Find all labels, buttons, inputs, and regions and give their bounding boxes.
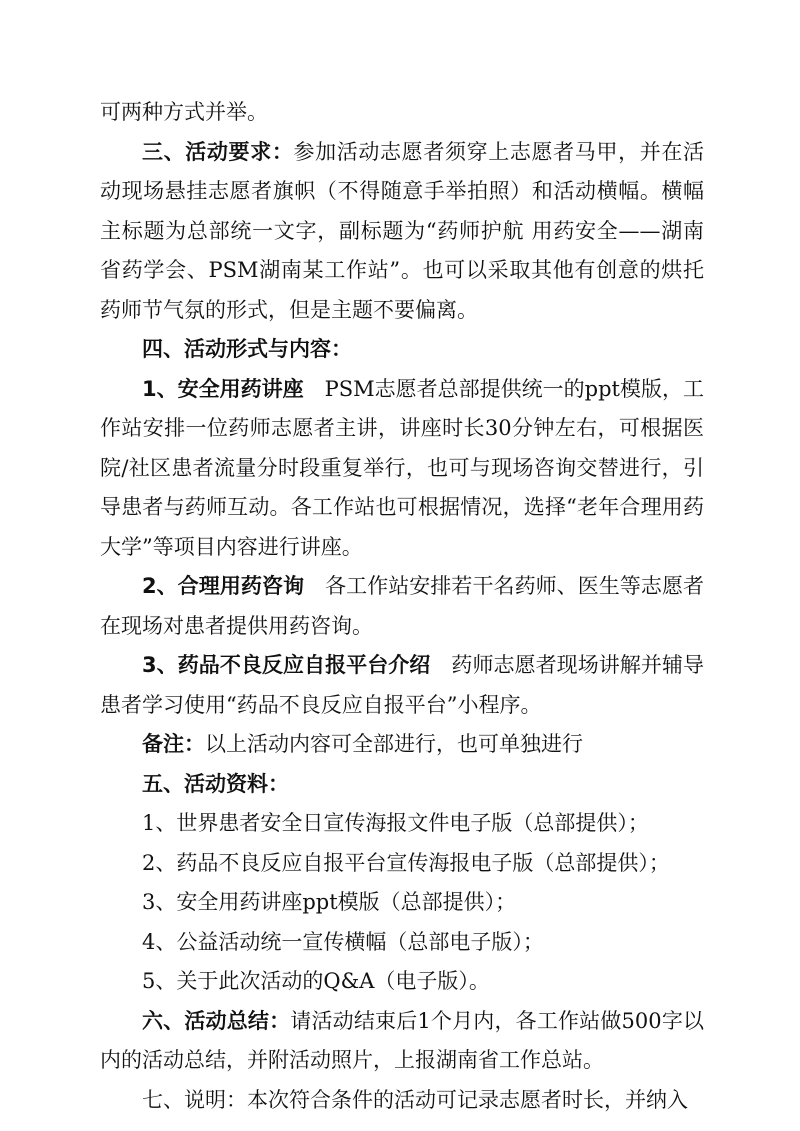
material-item — [100, 804, 704, 844]
paragraph-text: 参加活动志愿者须穿上志愿者马甲，并在活动现场悬挂志愿者旗帜（不得随意手举拍照）和活动横幅。横幅主标题为总部统一文字，副标题为“药师护航 用药安全——湖南省药学会、PSM湖南某工作站”。也可以采取其他有创意的烘托药师节气氛的形式，但是主题不要偏离。 — [100, 139, 705, 322]
material-item — [100, 883, 704, 923]
material-item — [100, 962, 704, 1002]
paragraph-text: PSM志愿者总部提供统一的ppt模版，工作站安排一位药师志愿者主讲，讲座时长30分钟左右，可根据医院/社区患者流量分时段重复举行，也可与现场咨询交替进行，引导患者与药师互动。各工作站也可根据情况，选择“老年合理用药大学”等项目内容进行讲座。 — [100, 376, 704, 559]
item-safety-lecture — [100, 370, 704, 568]
document-body — [100, 93, 704, 1120]
note-paragraph — [100, 725, 704, 765]
paragraph-text: 各工作站安排若干名药师、医生等志愿者在现场对患者提供用药咨询。 — [100, 574, 704, 638]
paragraph-text: 药师志愿者现场讲解并辅导患者学习使用“药品不良反应自报平台”小程序。 — [100, 653, 704, 717]
paragraph-continuation — [100, 93, 704, 133]
section-activity-format — [100, 330, 704, 370]
paragraph-text: 1、世界患者安全日宣传海报文件电子版（总部提供）； — [142, 811, 649, 835]
section-heading: 五、活动资料： — [142, 771, 289, 796]
section-activity-summary — [100, 1002, 704, 1081]
item-heading: 1、安全用药讲座 — [142, 376, 304, 401]
note-heading: 备注： — [142, 732, 205, 756]
section-heading: 四、活动形式与内容： — [142, 337, 352, 361]
material-item — [100, 923, 704, 963]
item-heading: 2、合理用药咨询 — [142, 574, 305, 598]
item-adverse-reaction-platform — [100, 646, 704, 725]
section-activity-requirements — [100, 133, 704, 331]
paragraph-text: 可两种方式并举。 — [100, 100, 268, 124]
paragraph-text: 2、药品不良反应自报平台宣传海报电子版（总部提供）； — [142, 850, 670, 875]
paragraph-text: 七、说明：本次符合条件的活动可记录志愿者时长，并纳入 — [142, 1087, 688, 1112]
paragraph-text: 请活动结束后1个月内，各工作站做500字以内的活动总结，并附活动照片，上报湖南省工作总站。 — [100, 1008, 704, 1072]
item-heading: 3、药品不良反应自报平台介绍 — [142, 653, 431, 677]
material-item — [100, 844, 704, 884]
paragraph-text: 以上活动内容可全部进行，也可单独进行 — [205, 732, 583, 756]
section-heading: 六、活动总结： — [142, 1008, 291, 1033]
section-heading: 三、活动要求： — [142, 139, 294, 164]
paragraph-text: 4、公益活动统一宣传横幅（总部电子版）； — [142, 929, 544, 954]
item-medication-consultation — [100, 567, 704, 646]
paragraph-text: 3、安全用药讲座ppt模版（总部提供）； — [142, 890, 517, 914]
section-activity-materials — [100, 765, 704, 805]
paragraph-text: 5、关于此次活动的Q&A（电子版）。 — [142, 969, 490, 993]
section-explanation — [100, 1081, 704, 1121]
